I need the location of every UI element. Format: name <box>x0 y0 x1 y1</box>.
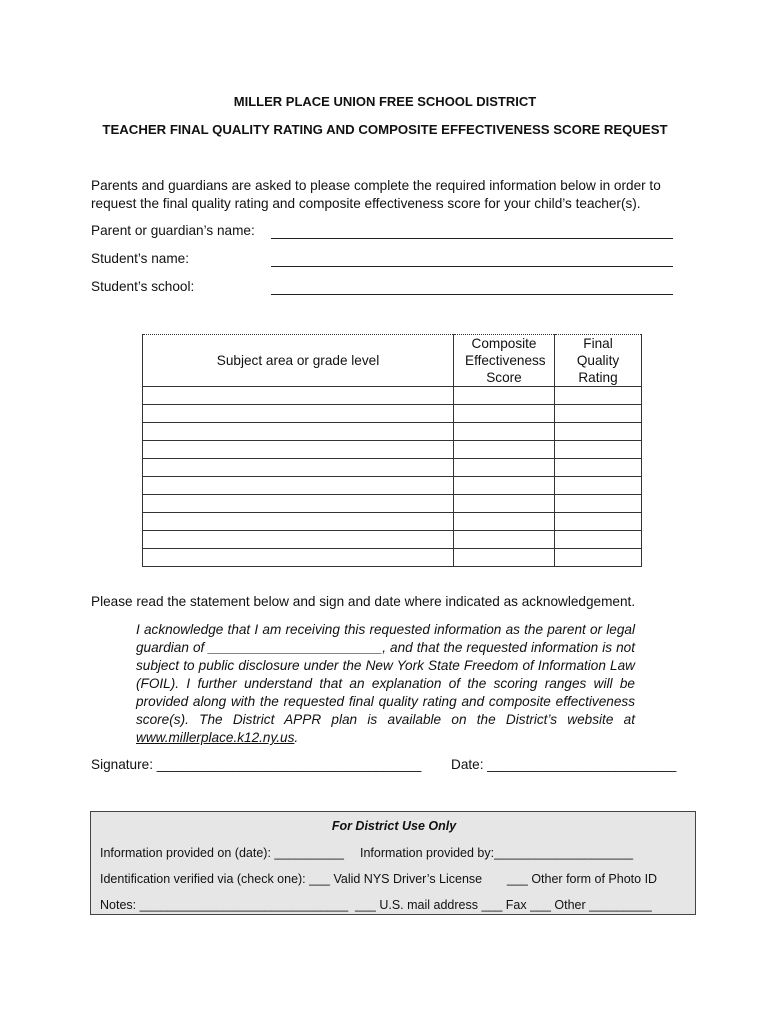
student-name-label: Student’s name: <box>91 251 189 266</box>
subject-cell[interactable] <box>143 549 454 567</box>
final-cell[interactable] <box>555 477 642 495</box>
subject-cell[interactable] <box>143 477 454 495</box>
subject-cell[interactable] <box>143 405 454 423</box>
final-cell[interactable] <box>555 549 642 567</box>
composite-cell[interactable] <box>454 495 555 513</box>
intro-paragraph: Parents and guardians are asked to please complete the required information below in order to request the final quality rating and composite effectiveness score for your child’s teacher(s). <box>91 178 661 211</box>
final-cell[interactable] <box>555 423 642 441</box>
id-verified-other-photo-id[interactable]: ___ Other form of Photo ID <box>507 872 658 886</box>
composite-cell[interactable] <box>454 513 555 531</box>
final-cell[interactable] <box>555 405 642 423</box>
composite-cell[interactable] <box>454 531 555 549</box>
info-provided-by-field[interactable]: Information provided by:____________________ <box>360 846 634 860</box>
student-school-field[interactable] <box>271 293 673 295</box>
col-composite-header <box>454 335 555 387</box>
parent-name-field[interactable] <box>271 237 673 239</box>
table-row <box>143 531 642 549</box>
table-row <box>143 513 642 531</box>
acknowledgement-text: I acknowledge that I am receiving this requested information as the parent or legal guardian of _______________________, and that the requested information is not subject to public disclosure under the New York State Freedom of Information Law (FOIL). I further understand that an explanation of the scoring ranges will be provided along with the requested final quality rating and composite effectiveness score(s). The District APPR plan is available on the District’s website at <box>136 622 635 727</box>
table-row <box>143 549 642 567</box>
parent-name-label: Parent or guardian’s name: <box>91 223 255 238</box>
col-final-header <box>555 335 642 387</box>
table-row <box>143 405 642 423</box>
table-header-row <box>143 335 642 387</box>
subject-cell[interactable] <box>143 531 454 549</box>
subject-cell[interactable] <box>143 495 454 513</box>
col-composite-label: Composite Effectiveness Score <box>465 336 546 385</box>
col-final-label: Final Quality Rating <box>576 336 620 385</box>
ratings-table <box>142 334 642 567</box>
signature-field[interactable]: Signature: ___________________________________ <box>91 757 422 772</box>
table-row <box>143 477 642 495</box>
composite-cell[interactable] <box>454 423 555 441</box>
district-use-box <box>90 811 696 915</box>
table-row <box>143 387 642 405</box>
id-verified-drivers-license[interactable]: Identification verified via (check one): ___ Valid NYS Driver’s License <box>100 872 483 886</box>
notes-field[interactable]: Notes: ______________________________ <box>100 898 349 912</box>
table-row <box>143 459 642 477</box>
final-cell[interactable] <box>555 459 642 477</box>
composite-cell[interactable] <box>454 477 555 495</box>
table-row <box>143 441 642 459</box>
table-row <box>143 495 642 513</box>
final-cell[interactable] <box>555 441 642 459</box>
student-school-label: Student’s school: <box>91 279 195 294</box>
final-cell[interactable] <box>555 495 642 513</box>
acknowledgement-statement <box>136 621 635 747</box>
district-use-title: For District Use Only <box>331 819 457 833</box>
delivery-method-options[interactable]: ___ U.S. mail address ___ Fax ___ Other _________ <box>355 898 652 912</box>
final-cell[interactable] <box>555 531 642 549</box>
composite-cell[interactable] <box>454 441 555 459</box>
composite-cell[interactable] <box>454 549 555 567</box>
subject-cell[interactable] <box>143 387 454 405</box>
subject-cell[interactable] <box>143 459 454 477</box>
final-cell[interactable] <box>555 513 642 531</box>
date-field[interactable]: Date: _________________________ <box>451 757 677 772</box>
col-subject-header: Subject area or grade level <box>143 335 454 387</box>
info-provided-date-field[interactable]: Information provided on (date): __________ <box>100 846 344 860</box>
composite-cell[interactable] <box>454 405 555 423</box>
form-title: TEACHER FINAL QUALITY RATING AND COMPOSITE EFFECTIVENESS SCORE REQUEST <box>102 122 668 137</box>
district-name: MILLER PLACE UNION FREE SCHOOL DISTRICT <box>233 94 537 109</box>
subject-cell[interactable] <box>143 441 454 459</box>
acknowledgement-end: . <box>294 730 299 745</box>
final-cell[interactable] <box>555 387 642 405</box>
composite-cell[interactable] <box>454 459 555 477</box>
student-name-field[interactable] <box>271 265 673 267</box>
district-website-link[interactable]: www.millerplace.k12.ny.us <box>136 730 295 745</box>
table-row <box>143 423 642 441</box>
composite-cell[interactable] <box>454 387 555 405</box>
subject-cell[interactable] <box>143 423 454 441</box>
subject-cell[interactable] <box>143 513 454 531</box>
acknowledgement-instruction: Please read the statement below and sign and date where indicated as acknowledgement. <box>91 594 636 609</box>
